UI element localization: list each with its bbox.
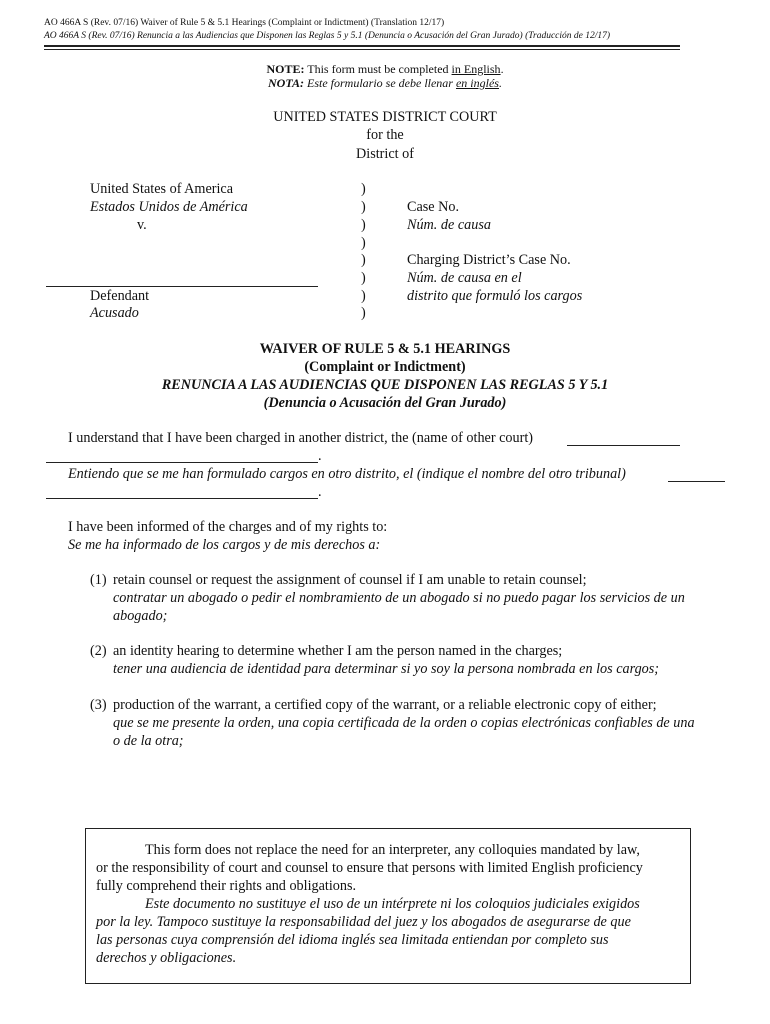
- defendant-name-line[interactable]: [46, 286, 318, 287]
- notice-es-2: por la ley. Tampoco sustituye la responsabilidad del juez y los abogados de asegurarse de que: [96, 914, 631, 930]
- caption-paren: ): [361, 288, 366, 304]
- item-text-en: retain counsel or request the assignment of counsel if I am unable to retain counsel;: [113, 572, 587, 588]
- item-text-en: production of the warrant, a certified copy of the warrant, or a reliable electronic copy of either;: [113, 697, 657, 713]
- other-court-line-es[interactable]: [668, 481, 725, 482]
- court-for: for the: [366, 127, 404, 143]
- notice-en-3: fully comprehend their rights and obligations.: [96, 878, 357, 894]
- notice-en-1: This form does not replace the need for an interpreter, any colloquies mandated by law,: [145, 842, 640, 858]
- court-name: UNITED STATES DISTRICT COURT: [273, 109, 497, 125]
- item-text-es-cont: o de la otra;: [113, 733, 184, 749]
- note-en: NOTE: This form must be completed in English.: [266, 62, 504, 76]
- item-text-es: tener una audiencia de identidad para determinar si yo soy la persona nombrada en los cargos;: [113, 661, 660, 677]
- period: .: [318, 448, 322, 464]
- versus: v.: [137, 217, 147, 233]
- item-text-es: contratar un abogado o pedir el nombramiento de un abogado si no puedo pagar los servicios de un: [113, 590, 685, 606]
- item-text-es: que se me presente la orden, una copia certificada de la orden o copias electrónicas confiables de una: [113, 715, 695, 731]
- header-rule-thick: [44, 45, 680, 47]
- notice-en-2: or the responsibility of court and counsel to ensure that persons with limited English proficiency: [96, 860, 643, 876]
- other-court-line-es-2[interactable]: [46, 498, 318, 499]
- other-court-line-en-2[interactable]: [46, 462, 318, 463]
- caption-paren: ): [361, 181, 366, 197]
- caption-paren: ): [361, 235, 366, 251]
- plaintiff-en: United States of America: [90, 181, 234, 197]
- charging-case-no-en: Charging District’s Case No.: [407, 252, 571, 268]
- header-rule-thin: [44, 49, 680, 50]
- defendant-es: Acusado: [90, 305, 139, 321]
- case-no-es: Núm. de causa: [407, 217, 491, 233]
- notice-es-3: las personas cuya comprensión del idioma inglés sea limitada entiendan por completo sus: [96, 932, 609, 948]
- caption-paren: ): [361, 252, 366, 268]
- title-en: WAIVER OF RULE 5 & 5.1 HEARINGS: [259, 341, 511, 357]
- item-text-en: an identity hearing to determine whether I am the person named in the charges;: [113, 643, 563, 659]
- title-en-sub: (Complaint or Indictment): [304, 359, 466, 375]
- item-text-es-cont: abogado;: [113, 608, 168, 624]
- other-court-line-en[interactable]: [567, 445, 680, 446]
- caption-paren: ): [361, 217, 366, 233]
- charging-case-no-es-2: distrito que formuló los cargos: [407, 288, 583, 304]
- in-english-link: in English: [451, 62, 501, 76]
- period: .: [318, 484, 322, 500]
- court-district: District of: [356, 146, 414, 162]
- notice-es-4: derechos y obligaciones.: [96, 950, 237, 966]
- item-number: (2): [90, 643, 107, 659]
- caption-paren: ): [361, 305, 366, 321]
- informed-es: Se me ha informado de los cargos y de mis derechos a:: [68, 537, 381, 553]
- form-number-en: AO 466A S (Rev. 07/16) Waiver of Rule 5 & 5.1 Hearings (Complaint or Indictment) (Translation 12/17): [44, 18, 445, 28]
- title-es: RENUNCIA A LAS AUDIENCIAS QUE DISPONEN LAS REGLAS 5 Y 5.1: [161, 377, 609, 393]
- understand-es: Entiendo que se me han formulado cargos en otro distrito, el (indique el nombre del otro tribunal): [68, 466, 626, 482]
- en-ingles-link: en inglés: [455, 76, 499, 90]
- caption-paren: ): [361, 270, 366, 286]
- defendant-en: Defendant: [90, 288, 150, 304]
- notice-es-1: Este documento no sustituye el uso de un intérprete ni los coloquios judiciales exigidos: [145, 896, 640, 912]
- informed-en: I have been informed of the charges and of my rights to:: [68, 519, 388, 535]
- form-number-es: AO 466A S (Rev. 07/16) Renuncia a las Audiencias que Disponen las Reglas 5 y 5.1 (Denuncia o Acusación del Gran Jurado) (Traducción de 12/17): [44, 31, 611, 41]
- charging-case-no-es-1: Núm. de causa en el: [407, 270, 522, 286]
- title-es-sub: (Denuncia o Acusación del Gran Jurado): [263, 395, 507, 411]
- item-number: (3): [90, 697, 107, 713]
- note-es: NOTA: Este formulario se debe llenar en inglés.: [268, 76, 502, 90]
- plaintiff-es: Estados Unidos de América: [90, 199, 248, 215]
- item-number: (1): [90, 572, 107, 588]
- caption-paren: ): [361, 199, 366, 215]
- understand-en: I understand that I have been charged in another district, the (name of other court): [68, 430, 533, 446]
- case-no-en: Case No.: [407, 199, 460, 215]
